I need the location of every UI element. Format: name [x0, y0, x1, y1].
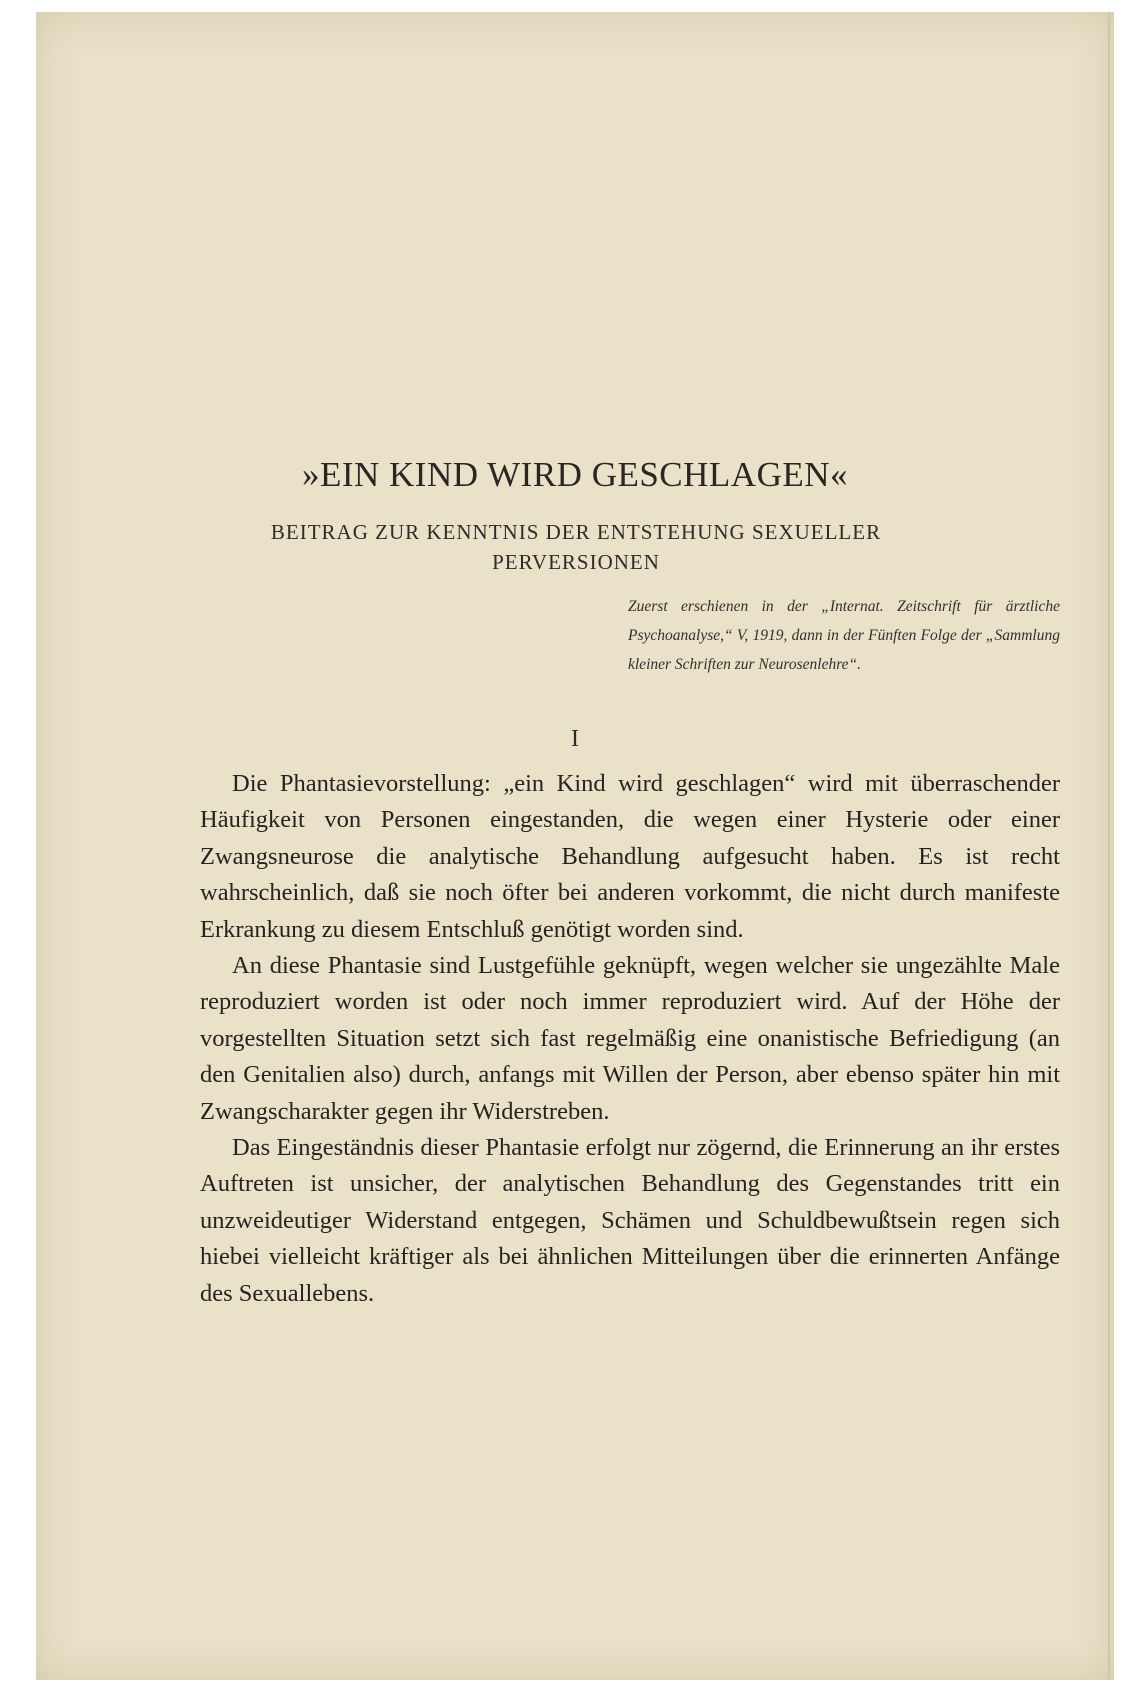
paragraph-3: Das Eingeständnis dieser Phantasie erfolgt nur zögernd, die Erinnerung an ihr erstes Auftreten ist unsicher, der analytischen Behandlung des Gegenstandes tritt ein unzweideutiger Widerstand entgegen, Schämen und Schuldbewußtsein regen sich hiebei vielleicht kräftiger als bei ähnlichen Mitteilungen über die erinnerten Anfänge des Sexuallebens.	[200, 1134, 1060, 1307]
paragraph-2: An diese Phantasie sind Lustgefühle geknüpft, wegen welcher sie ungezählte Male reproduziert worden ist oder noch immer reproduziert wird. Auf der Höhe der vorgestellten Situation setzt sich fast regelmäßig eine onanistische Befriedigung (an den Genitalien also) durch, anfangs mit Willen der Person, aber ebenso später hin mit Zwangscharakter gegen ihr Widerstreben.	[200, 952, 1060, 1125]
section-number: I	[571, 726, 579, 752]
chapter-subtitle: BEITRAG ZUR KENNTNIS DER ENTSTEHUNG SEXUELLER PERVERSIONEN	[270, 520, 882, 574]
body-text	[200, 766, 1060, 1312]
page-edge-divider	[1108, 12, 1110, 1680]
book-page	[36, 12, 1114, 1680]
paragraph-1: Die Phantasievorstellung: „ein Kind wird geschlagen“ wird mit überraschender Häufigkeit von Personen eingestanden, die wegen einer Hysterie oder einer Zwangsneurose die analytische Behandlung aufgesucht haben. Es ist recht wahrscheinlich, daß sie noch öfter bei anderen vorkommt, die nicht durch manifeste Erkrankung zu diesem Entschluß genötigt worden sind.	[200, 770, 1060, 943]
publication-note: Zuerst erschienen in der „Internat. Zeitschrift für ärztliche Psychoanalyse,“ V, 1919, dann in der Fünften Folge der „Sammlung kleiner Schriften zur Neurosenlehre“.	[628, 598, 1060, 673]
chapter-title: »EIN KIND WIRD GESCHLAGEN«	[301, 455, 849, 494]
